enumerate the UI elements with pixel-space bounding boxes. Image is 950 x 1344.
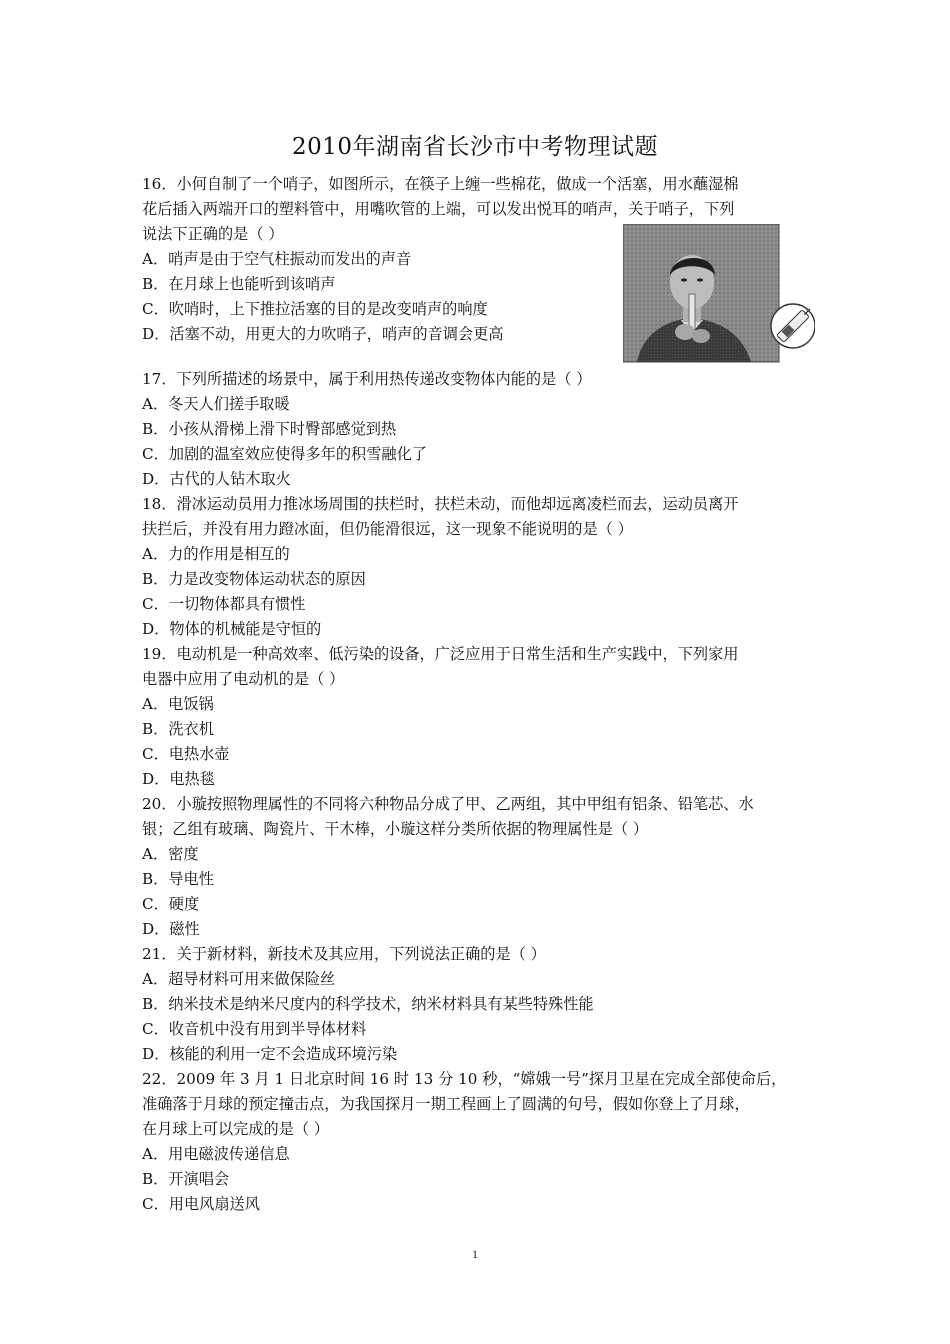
question-19 — [142, 642, 814, 792]
question-21-option-c: C．收音机中没有用到半导体材料 — [142, 1020, 367, 1038]
page-title: 2010年湖南省长沙市中考物理试题 — [291, 134, 659, 160]
question-17 — [142, 367, 814, 492]
question-17-option-b: B．小孩从滑梯上滑下时臀部感觉到热 — [142, 420, 397, 438]
question-22-stem-line-3: 在月球上可以完成的是（ ） — [142, 1120, 330, 1138]
question-18-option-a: A．力的作用是相互的 — [142, 545, 290, 563]
question-18-option-c: C．一切物体都具有惯性 — [142, 595, 306, 613]
question-21-option-b: B．纳米技术是纳米尺度内的科学技术，纳米材料具有某些特殊性能 — [142, 995, 594, 1013]
question-21 — [142, 942, 814, 1067]
question-19-stem-line-1: 19．电动机是一种高效率、低污染的设备，广泛应用于日常生活和生产实践中，下列家用 — [142, 645, 739, 663]
question-22 — [142, 1067, 814, 1217]
question-20 — [142, 792, 814, 942]
question-16-option-c: C．吹哨时，上下推拉活塞的目的是改变哨声的响度 — [142, 300, 488, 318]
spacer — [142, 347, 814, 367]
question-list — [142, 172, 814, 1217]
question-17-option-c: C．加剧的温室效应使得多年的积雪融化了 — [142, 445, 427, 463]
question-17-option-a: A．冬天人们搓手取暖 — [142, 395, 290, 413]
question-22-option-b: B．开演唱会 — [142, 1170, 230, 1188]
question-17-stem-line-1: 17．下列所描述的场景中，属于利用热传递改变物体内能的是（ ） — [142, 370, 592, 388]
question-21-option-d: D．核能的利用一定不会造成环境污染 — [142, 1045, 398, 1063]
question-18-stem-line-1: 18．滑冰运动员用力推冰场周围的扶栏时，扶栏未动，而他却远离凌栏而去，运动员离开 — [142, 495, 739, 513]
question-22-stem-line-2: 准确落于月球的预定撞击点，为我国探月一期工程画上了圆满的句号，假如你登上了月球， — [142, 1095, 750, 1113]
question-20-stem-line-2: 银；乙组有玻璃、陶瓷片、干木棒，小璇这样分类所依据的物理属性是（ ） — [142, 820, 649, 838]
question-20-stem-line-1: 20．小璇按照物理属性的不同将六种物品分成了甲、乙两组，其中甲组有铝条、铅笔芯、水 — [142, 795, 754, 813]
question-18 — [142, 492, 814, 642]
question-19-option-d: D．电热毯 — [142, 770, 215, 788]
question-16-option-b: B．在月球上也能听到该哨声 — [142, 275, 336, 293]
question-20-option-d: D．磁性 — [142, 920, 200, 938]
question-16-option-a: A．哨声是由于空气柱振动而发出的声音 — [142, 250, 412, 268]
question-16-stem-line-3: 说法下正确的是（ ） — [142, 225, 284, 243]
question-18-option-b: B．力是改变物体运动状态的原因 — [142, 570, 366, 588]
question-20-option-b: B．导电性 — [142, 870, 214, 888]
question-17-option-d: D．古代的人钻木取火 — [142, 470, 291, 488]
question-18-stem-line-2: 扶拦后，并没有用力蹬冰面，但仍能滑很远，这一现象不能说明的是（ ） — [142, 520, 633, 538]
question-22-stem-line-1: 22．2009 年 3 月 1 日北京时间 16 时 13 分 10 秒，“嫦娥一号”探月卫星在完成全部使命后， — [142, 1070, 787, 1088]
question-18-option-d: D．物体的机械能是守恒的 — [142, 620, 322, 638]
question-20-option-a: A．密度 — [142, 845, 199, 863]
question-19-option-c: C．电热水壶 — [142, 745, 230, 763]
question-19-stem-line-2: 电器中应用了电动机的是（ ） — [142, 670, 345, 688]
question-16-stem-line-2: 花后插入两端开口的塑料管中，用嘴吹管的上端，可以发出悦耳的哨声，关于哨子，下列 — [142, 200, 735, 218]
question-16 — [142, 172, 814, 347]
question-19-option-a: A．电饭锅 — [142, 695, 214, 713]
question-20-option-c: C．硬度 — [142, 895, 200, 913]
page-number: 1 — [472, 1247, 478, 1261]
question-22-option-a: A．用电磁波传递信息 — [142, 1145, 290, 1163]
question-16-option-d: D．活塞不动，用更大的力吹哨子，哨声的音调会更高 — [142, 325, 504, 343]
question-22-option-c: C．用电风扇送风 — [142, 1195, 260, 1213]
question-21-option-a: A．超导材料可用来做保险丝 — [142, 970, 336, 988]
question-16-stem-line-1: 16．小何自制了一个哨子，如图所示，在筷子上缠一些棉花，做成一个活塞，用水蘸湿棉 — [142, 175, 739, 193]
question-19-option-b: B．洗衣机 — [142, 720, 214, 738]
question-21-stem-line-1: 21．关于新材料，新技术及其应用，下列说法正确的是（ ） — [142, 945, 546, 963]
